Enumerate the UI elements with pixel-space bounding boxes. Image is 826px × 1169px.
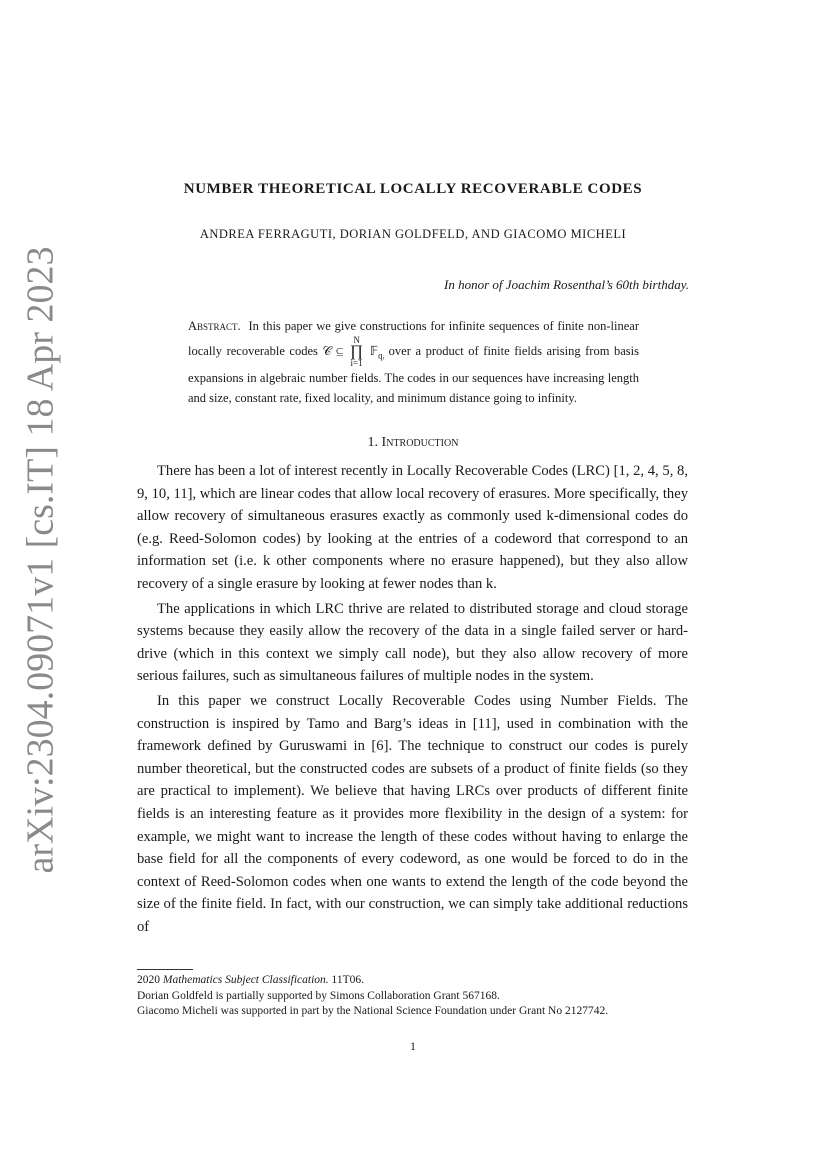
section-title: Introduction — [381, 435, 459, 450]
msc-label: Mathematics Subject Classification. — [162, 974, 329, 986]
footnote-support-goldfeld: Dorian Goldfeld is partially supported by Simons Collaboration Grant 567168. — [137, 989, 500, 1002]
arxiv-side-stamp — [10, 246, 70, 874]
dedication: In honor of Joachim Rosenthal’s 60th birthday. — [444, 277, 689, 292]
body-text — [137, 460, 688, 940]
paragraph: There has been a lot of interest recently in Locally Recoverable Codes (LRC) [1, 2, 4, 5, 8, 9, 10, 11], which are linear codes that allow local recovery of erasures. More specifically, they allow recovery of simultaneous erasures exactly as commonly used k-dimensional codes do (e.g. Reed-Solomon codes) by looking at the entries of a codeword that correspond to an information set (i.e. k other components where no erasure happened), but they also allow recovery of a single erasure by looking at fewer nodes than k. — [137, 463, 688, 592]
msc-code: 11T06. — [331, 974, 365, 986]
paper-authors: ANDREA FERRAGUTI, DORIAN GOLDFELD, AND GIACOMO MICHELI — [199, 227, 627, 241]
abstract-field-subscript: qᵢ — [378, 350, 385, 361]
abstract-label: Abstract. — [188, 319, 241, 333]
abstract-text-part1: In this paper we give constructions for infinite sequences of finite non-linear locally recoverable codes 𝒞 ⊆ — [188, 319, 640, 358]
section-number: 1. — [367, 435, 379, 450]
page-number: 1 — [410, 1039, 416, 1053]
abstract — [188, 316, 639, 408]
abstract-text-part3: over a product of finite fields arising from basis expansions in algebraic number fields. The codes in our sequences have increasing length and size, constant rate, fixed locality, and minimum distance going to infinity. — [188, 343, 639, 405]
paper-title: NUMBER THEORETICAL LOCALLY RECOVERABLE CODES — [183, 181, 643, 197]
product-lower-limit: i=1 — [350, 358, 363, 368]
product-symbol: ∏ — [349, 343, 364, 360]
paragraph: The applications in which LRC thrive are related to distributed storage and cloud storage systems because they easily allow the recovery of the data in a single failed server or hard-drive (which in this context we simply call node), but they also allow recovery of more serious failures, such as simultaneous failures of multiple nodes in the system. — [137, 600, 688, 685]
footnotes — [137, 973, 688, 1020]
abstract-field-symbol: 𝔽 — [365, 343, 379, 358]
footnote-rule — [137, 969, 193, 970]
product-upper-limit: N — [353, 335, 360, 345]
arxiv-identifier: arXiv:2304.09071v1 [cs.IT] 18 Apr 2023 — [19, 246, 62, 874]
msc-year: 2020 — [137, 974, 160, 986]
section-heading — [0, 435, 826, 451]
paragraph: In this paper we construct Locally Recoverable Codes using Number Fields. The construction is inspired by Tamo and Barg’s ideas in [11], used in combination with the framework defined by Guruswami in [6]. The technique to construct our codes is purely number theoretical, but the constructed codes are subsets of a product of finite fields (so they are practical to implement). We believe that having LRCs over products of different finite fields is an interesting feature as it provides more flexibility in the design of a system: for example, we might want to increase the length of these codes without having to enlarge the base field for all the components of every codeword, as one would be forced to do in the context of Reed-Solomon codes when one wants to extend the length of the code beyond the size of the finite field. In fact, with our construction, we can simply take additional reductions of — [137, 692, 688, 935]
footnote-msc — [137, 973, 688, 989]
footnote-support-micheli: Giacomo Micheli was supported in part by the National Science Foundation under Grant No 2127742. — [137, 1005, 609, 1017]
product-operator — [350, 336, 363, 368]
